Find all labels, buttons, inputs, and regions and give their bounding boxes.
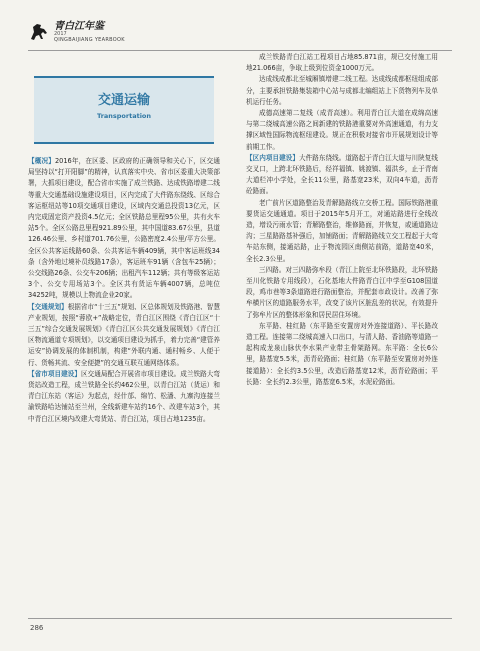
paragraph-expressway: 成德高速第二复线（成青高速）。利用青白江大道在成绵高速与第二绕城高速公路之间新建的铁路港重要对外高速通道，有力支撑区域性国际物流枢纽建设。规正在积极对接省市开展规划设计等前期工作。 (246, 109, 438, 151)
yearbook-title: 青白江年鉴 (54, 20, 104, 32)
plan-paragraph (28, 302, 220, 369)
project-tag: 【省市项目建设】 (28, 369, 81, 378)
overview-tag: 【概况】 (28, 157, 55, 165)
overview-text: 2016年，在区委、区政府的正确领导和关心下，区交通局坚持以“打开阳脚”的精神，认真落实中央、省市区委重大决策部署，大抓项目建设，配合省市实施了成兰铁路、达成铁路增建二线等重大交通基础设施建设项目，区内完成了大件路东绕线、区综合客运枢纽站等10项交通项目建设，区域内交通总投资13亿元，区内完成固定资产投资4.5亿元；全区铁路总里程95公里，共有火车站5个。全区公路总里程921.89公里，其中国道83.67公里，县道126.46公里、乡村道701.76公里，公路密度2.4公里/平方公里。全区公共客运线路60条、公共客运车辆409辆，其中客运班线34条（含外地过境补员线路17条），客运班车91辆（含包车25辆）；公交线路26条、公交车206辆；出租汽车112辆；共有等级客运站3个、公交专用场站3个。全区共有货运车辆4007辆，总吨位34252吨，规模以上物流企业20家。 (28, 157, 221, 300)
horse-logo-icon (28, 21, 50, 43)
page-number: 286 (30, 624, 44, 632)
section-title-box (34, 76, 214, 144)
paragraph-laoguang: 老广前片区道路整治及青解路路线立交桥工程。国际铁路港重要货运交通通道。项目于2015年5月开工，对通站路进行全线改造，增设污雨水管；青解路整治，维修路面，并恢复，或通道路边沟；三星路路基补强后，加铺路面；青解路路线立交工程起于大弯车站东侧，接通站路，止于物流园区南侧站前路，道路宽40米，全长2.3公里。 (246, 198, 438, 263)
yearbook-year: 2017 (54, 30, 67, 37)
road-text: 大件路东绕线。道路起于青白江大道与川陕复线交叉口，上跨北环铁路后，经祥福镇、姚渡镇、福洪乡，止于青南大道栏冲小学处，全长11公里，路基宽23米，双向4车道，沥青砼路面。 (246, 153, 439, 196)
right-column (246, 52, 438, 388)
yearbook-brand (54, 22, 125, 43)
footer-divider (28, 618, 452, 619)
section-title: 交通运输 (97, 93, 150, 108)
paragraph-dacheng: 达成线成都北至城厢镇增建二线工程。达成线成都枢纽组成部分，主要承担铁路集装箱中心站与成都北编组站上下货物列车及单机运行任务。 (246, 75, 438, 106)
paragraph-station: 成兰铁路青白江站工程项目占地85.871亩，规已交付施工用地21.066亩，争取上级到位资金1000万元。 (246, 53, 438, 73)
project-paragraph (28, 369, 220, 425)
header-divider (28, 50, 452, 51)
road-paragraph (246, 153, 438, 198)
yearbook-title-en: QINGBAIJIANG YEARBOOK (54, 36, 125, 43)
road-tag: 【区内项目建设】 (246, 153, 299, 162)
paragraph-dongping: 东平路、桂红路（东平路至安置房对外连接道路）、平长路改造工程。连接第二绕城高速入口出口，与清人路、香油路等道路一起构成龙泉山脉伏李水果产业带主骨架路网。东平路：全长6公里，路基宽5.5米，沥青砼路面；桂红路（东平路至安置房对外连接道路）：全长约3.5公里，改造后路基宽12米，沥青砼路面；平长路：全长约2.3公里，路基宽6.5米，水泥砼路面。 (246, 321, 438, 386)
section-title-en: Transportation (96, 112, 152, 120)
overview-paragraph (28, 156, 220, 302)
plan-tag: 【交通规划】 (28, 302, 68, 311)
yearbook-header (28, 14, 125, 50)
project-text: 区交通局配合开展省市项目建设。成兰铁路大弯货站改造工程，成兰铁路全长约462公里，以青白江站（货运）和青白江东站（客运）为起点，经什邡、绵竹、松潘、九寨沟连接兰渝铁路哈达铺站至兰州，全线新建车站约16个、改建车站3个，其中青白江区境内改建大弯货站、青白江站，项目占地1235亩。 (28, 369, 221, 423)
plan-text: 根据省市“十三五”规划、区总体规划及铁路港、智慧产业规划，按照“蓉欧+”战略定位，青白江区围绕《青白江区“十三五”综合交通发展规划》《青白江区公共交通发展规划》《青白江区物流通道专项规划》，以交通项目建设为抓手，着力完善“建管养运安”协调发展的体制机制，构建“外联内通、通村畅乡、人便于行、货畅其流、安全便捷”的交通互联互通网络体系。 (28, 302, 221, 367)
paragraph-sansi: 三四路。对三四路弥牟段（青江上院至北环铁路段，北环铁路至川化铁路专用线段），石化基地大件路青白江中学至G108国道段，鸡市巷等3条道路进行路面整治，并配套市政设计。改善了弥牟横片区的道路服务水平，改变了该片区脏乱差的状况，有效提升了弥牟片区的整体形象和居民居住环境。 (246, 265, 438, 319)
left-column (28, 70, 220, 425)
